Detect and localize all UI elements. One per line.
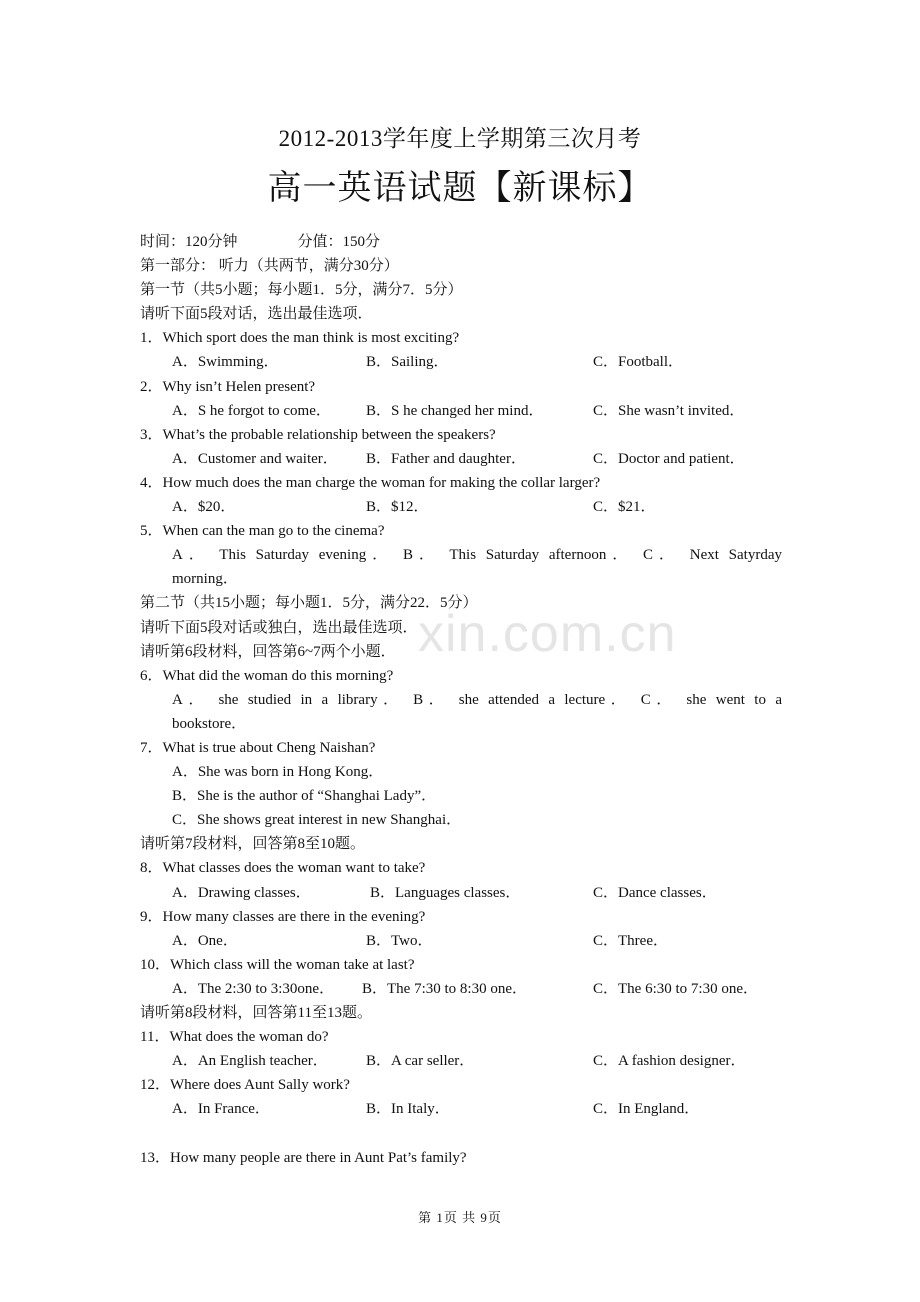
question-1-options [140, 350, 782, 374]
question-12-options [140, 1097, 782, 1121]
material-7-instruction: 请听第7段材料，回答第8至10题。 [140, 836, 366, 853]
section1-heading: 第一节（共5小题；每小题1．5分，满分7．5分） [140, 282, 463, 299]
option-c: C．She wasn’t invited． [593, 402, 745, 419]
material-8-instruction: 请听第8段材料，回答第11至13题。 [140, 1005, 372, 1021]
exam-subtitle: 2012-2013学年度上学期第三次月考 [278, 126, 642, 151]
option-a: A．Customer and waiter． [172, 450, 338, 467]
question-4-options [140, 495, 782, 519]
option-a: A．In France． [172, 1101, 270, 1118]
question-8: 8．What classes does the woman want to take? [140, 860, 426, 877]
option-b: B．Father and daughter． [366, 450, 526, 467]
option-c: C．$21． [593, 499, 656, 516]
question-6: 6．What did the woman do this morning? [140, 667, 394, 684]
question-6-options: A． she studied in a library． B． she attended a lecture． C． she went to a [172, 691, 782, 708]
question-1: 1．Which sport does the man think is most exciting? [140, 330, 460, 347]
option-b: B．She is the author of “Shanghai Lady”． [172, 788, 437, 805]
option-c: C．The 6:30 to 7:30 one． [593, 980, 758, 997]
option-b: B．Languages classes． [370, 884, 521, 901]
option-b: B．A car seller． [366, 1053, 475, 1070]
part1-heading: 第一部分： 听力（共两节，满分30分） [140, 258, 399, 275]
option-b: B．The 7:30 to 8:30 one． [362, 980, 527, 997]
spacer [140, 1121, 782, 1145]
option-c: C．In England． [593, 1101, 700, 1118]
option-a: A．An English teacher． [172, 1053, 328, 1070]
option-c: C．She shows great interest in new Shanghai． [172, 812, 462, 829]
question-9-options [140, 929, 782, 953]
question-5: 5．When can the man go to the cinema? [140, 523, 385, 540]
question-6-options-cont: bookstore． [172, 715, 247, 732]
option-a: A．$20． [172, 499, 236, 516]
section2-heading: 第二节（共15小题；每小题1．5分，满分22．5分） [140, 595, 478, 612]
option-a: A．Drawing classes． [172, 884, 311, 901]
option-a: A．The 2:30 to 3:30one． [172, 980, 335, 997]
question-5-options-cont: morning． [172, 571, 238, 588]
question-10-options [140, 977, 782, 1001]
option-b: B．S he changed her mind． [366, 402, 544, 419]
question-8-options [140, 881, 782, 905]
option-a: A．She was born in Hong Kong． [172, 764, 384, 781]
option-c: C．Three． [593, 932, 668, 949]
watermark: xin.com.cn [418, 605, 677, 663]
option-c: C．Football． [593, 354, 684, 371]
question-3-options [140, 447, 782, 471]
question-12: 12．Where does Aunt Sally work? [140, 1077, 350, 1094]
option-a: A．Swimming． [172, 354, 279, 371]
option-c: C．A fashion designer． [593, 1053, 746, 1070]
option-b: B．In Italy． [366, 1101, 450, 1118]
question-13: 13．How many people are there in Aunt Pat’s family? [140, 1149, 467, 1166]
option-b: B．$12． [366, 499, 429, 516]
time-info: 时间：120分钟 [140, 234, 238, 250]
option-a: A．One． [172, 932, 238, 949]
section1-instruction: 请听下面5段对话，选出最佳选项． [140, 306, 373, 323]
question-2-options [140, 399, 782, 423]
exam-info [140, 230, 782, 254]
exam-content [140, 230, 782, 1170]
page-footer: 第 1页 共 9页 [418, 1210, 502, 1225]
question-3: 3．What’s the probable relationship between the speakers? [140, 426, 496, 443]
option-c: C．Dance classes． [593, 884, 717, 901]
question-11: 11．What does the woman do? [140, 1029, 329, 1046]
question-10: 10．Which class will the woman take at last? [140, 956, 415, 973]
question-4: 4．How much does the man charge the woman for making the collar larger? [140, 474, 601, 491]
option-a: A．S he forgot to come． [172, 402, 331, 419]
question-5-options: A． This Saturday evening． B． This Saturday afternoon． C． Next Satyrday [172, 547, 782, 564]
option-c: C．Doctor and patient． [593, 450, 745, 467]
section2-instruction: 请听下面5段对话或独白，选出最佳选项． [140, 619, 418, 636]
material-6-instruction: 请听第6段材料，回答第6~7两个小题． [140, 643, 396, 660]
question-9: 9．How many classes are there in the evening? [140, 908, 426, 925]
option-b: B．Two． [366, 932, 433, 949]
exam-title: 高一英语试题【新课标】 [267, 170, 653, 207]
option-b: B．Sailing． [366, 354, 449, 371]
question-11-options [140, 1049, 782, 1073]
score-info: 分值：150分 [297, 234, 381, 250]
question-7: 7．What is true about Cheng Naishan? [140, 739, 376, 756]
question-2: 2．Why isn’t Helen present? [140, 378, 316, 395]
